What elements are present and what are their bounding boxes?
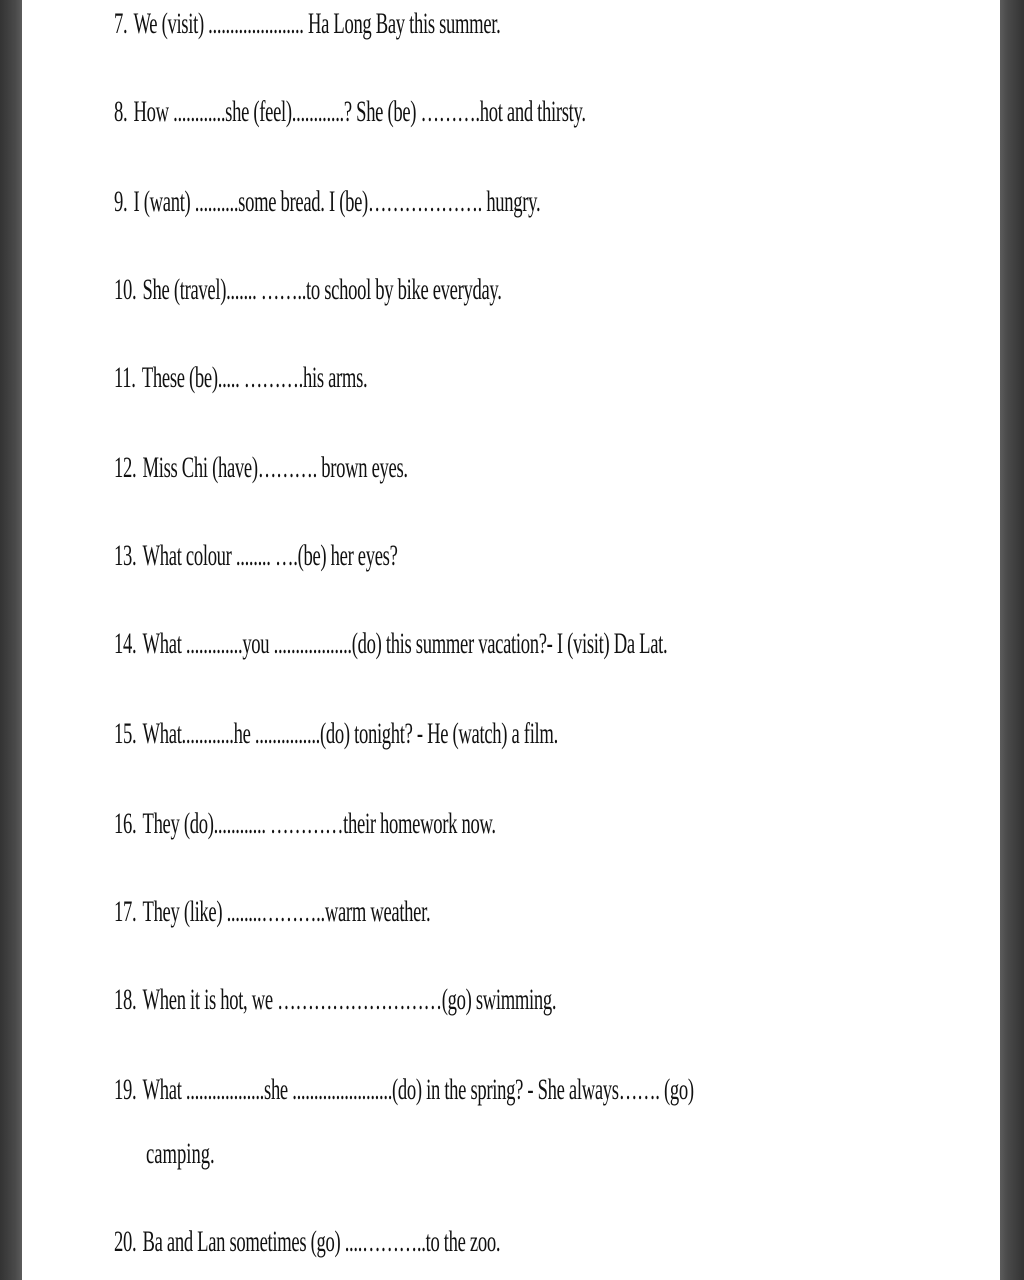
item-text: What .............you ..................(do) this summer vacation?- I (visit) Da Lat. [142,627,668,660]
document-page [22,0,1000,1280]
item-number: 13. [114,539,137,572]
item-number: 7. [114,7,128,40]
exercise-item-11 [114,356,367,400]
exercise-item-16 [114,802,496,846]
item-number: 16. [114,807,137,840]
item-text: What colour ........ ….(be) her eyes? [142,539,398,572]
exercise-item-8 [114,90,586,134]
item-number: 19. [114,1073,137,1106]
item-text: I (want) ..........some bread. I (be)………………. hungry. [133,185,541,218]
item-text: When it is hot, we ………………………(go) swimming. [142,983,557,1016]
item-text: How ............she (feel)............? She (be) ……….hot and thirsty. [133,95,586,128]
item-number: 9. [114,185,128,218]
item-text: They (do)............ …………their homework now. [142,807,496,840]
item-text: Miss Chi (have)………. brown eyes. [142,451,408,484]
item-text: Ba and Lan sometimes (go) ....………..to the zoo. [142,1225,501,1258]
exercise-item-14 [114,622,667,666]
item-number: 8. [114,95,128,128]
item-text: What ..................she .......................(do) in the spring? - She always……. (go) [142,1073,694,1106]
viewer-right-border [1000,0,1024,1280]
exercise-item-7 [114,2,500,46]
exercise-item-9 [114,180,540,224]
exercise-item-19-continuation: camping. [146,1137,215,1170]
item-text: We (visit) ...................... Ha Long Bay this summer. [133,7,501,40]
exercise-item-12 [114,446,408,490]
exercise-item-20 [114,1220,500,1264]
exercise-item-13 [114,534,398,578]
item-text: What............he ...............(do) tonight? - He (watch) a film. [142,717,558,750]
exercise-item-18 [114,978,556,1022]
exercise-item-19 [114,1068,694,1112]
exercise-item-10 [114,268,502,312]
item-number: 12. [114,451,137,484]
exercise-item-15 [114,712,558,756]
item-number: 11. [114,361,136,394]
item-number: 17. [114,895,137,928]
item-number: 15. [114,717,137,750]
exercise-item-17 [114,890,430,934]
item-text: They (like) ........………..warm weather. [142,895,431,928]
item-number: 18. [114,983,137,1016]
item-text: She (travel)....... ……..to school by bike everyday. [142,273,502,306]
item-number: 20. [114,1225,137,1258]
item-number: 10. [114,273,137,306]
item-text: These (be)..... ……….his arms. [141,361,368,394]
viewer-left-border [0,0,22,1280]
item-number: 14. [114,627,137,660]
